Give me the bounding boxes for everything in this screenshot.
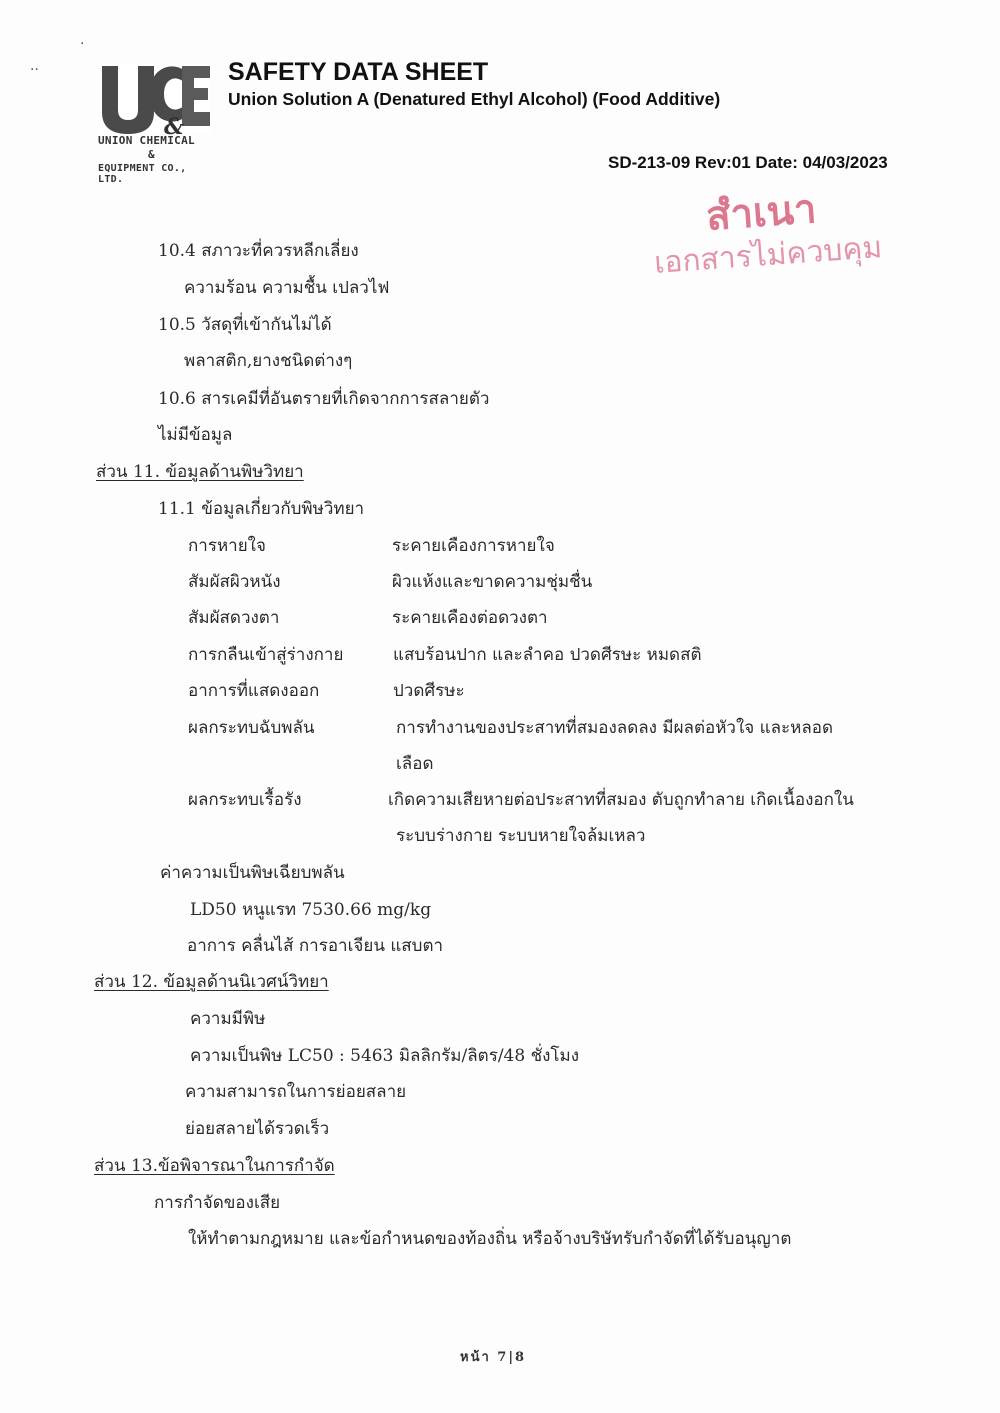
logo-line1: UNION CHEMICAL (98, 134, 195, 147)
tox-value: เกิดความเสียหายต่อประสาทที่สมอง ตับถูกทำลาย เกิดเนื้องอกใน (388, 790, 854, 810)
logo-line2: & (148, 148, 155, 161)
logo-mark (98, 62, 212, 136)
copy-stamp: สำเนา (704, 186, 818, 240)
document-number: SD-213-09 Rev:01 Date: 04/03/2023 (608, 153, 888, 172)
section-11-heading: ส่วน 11. ข้อมูลด้านพิษวิทยา (96, 462, 304, 482)
section-12-heading: ส่วน 12. ข้อมูลด้านนิเวศน์วิทยา (94, 972, 329, 992)
acute-toxicity-title: ค่าความเป็นพิษเฉียบพลัน (160, 863, 345, 883)
tox-label: การกลืนเข้าสู่ร่างกาย (188, 645, 344, 665)
scan-speck: · (80, 36, 85, 52)
ld50-value: LD50 หนูแรท 7530.66 mg/kg (190, 900, 432, 920)
degradability-text: ย่อยสลายได้รวดเร็ว (185, 1119, 330, 1139)
tox-value: ผิวแห้งและขาดความชุ่มชื่น (392, 572, 593, 592)
ecotoxicity-title: ความมีพิษ (190, 1009, 266, 1029)
page-number: หน้า 7|8 (460, 1350, 527, 1365)
tox-value: แสบร้อนปาก และลำคอ ปวดศีรษะ หมดสติ (393, 645, 702, 665)
heading-10-5: 10.5 วัสดุที่เข้ากันไม่ได้ (158, 315, 332, 335)
waste-disposal-title: การกำจัดของเสีย (154, 1193, 281, 1213)
tox-value: การทำงานของประสาทที่สมองลดลง มีผลต่อหัวใจ และหลอด (396, 718, 834, 738)
uncontrolled-stamp: เอกสารไม่ควบคุม (653, 230, 884, 281)
text-10-6: ไม่มีข้อมูล (158, 425, 233, 445)
waste-disposal-text: ให้ทำตามกฎหมาย และข้อกำหนดของท้องถิ่น หรือจ้างบริษัทรับกำจัดที่ได้รับอนุญาต (188, 1229, 792, 1249)
section-13-heading: ส่วน 13.ข้อพิจารณาในการกำจัด (94, 1156, 335, 1176)
tox-value: ปวดศีรษะ (393, 681, 465, 701)
scan-speck: ·· (30, 62, 39, 78)
tox-label: อาการที่แสดงออก (188, 681, 320, 701)
document-title: SAFETY DATA SHEET (228, 58, 489, 86)
heading-10-6: 10.6 สารเคมีที่อันตรายที่เกิดจากการสลายตัว (158, 389, 490, 409)
tox-value: ระคายเคืองต่อดวงตา (392, 608, 548, 628)
svg-text:&: & (164, 114, 184, 136)
tox-value: ระคายเคืองการหายใจ (392, 536, 555, 556)
heading-11-1: 11.1 ข้อมูลเกี่ยวกับพิษวิทยา (158, 499, 365, 519)
tox-label: การหายใจ (188, 536, 266, 556)
symptoms-text: อาการ คลื่นไส้ การอาเจียน แสบตา (187, 936, 444, 956)
tox-label: ผลกระทบเรื้อรัง (188, 790, 302, 810)
company-logo (98, 62, 212, 185)
tox-label: สัมผัสดวงตา (188, 608, 280, 628)
logo-line3: EQUIPMENT CO., LTD. (98, 163, 187, 185)
product-name: Union Solution A (Denatured Ethyl Alcohol) (Food Additive) (228, 89, 721, 109)
text-10-4: ความร้อน ความชื้น เปลวไฟ (184, 278, 390, 298)
heading-10-4: 10.4 สภาวะที่ควรหลีกเลี่ยง (158, 241, 359, 261)
degradability-title: ความสามารถในการย่อยสลาย (185, 1082, 407, 1102)
text-10-5: พลาสติก,ยางชนิดต่างๆ (184, 351, 353, 371)
tox-label: สัมผัสผิวหนัง (188, 572, 281, 592)
tox-value-cont: เลือด (396, 754, 434, 774)
lc50-value: ความเป็นพิษ LC50 : 5463 มิลลิกรัม/ลิตร/48 ชั่งโมง (190, 1046, 580, 1066)
tox-label: ผลกระทบฉับพลัน (188, 718, 315, 738)
tox-value-cont: ระบบร่างกาย ระบบหายใจล้มเหลว (396, 826, 646, 846)
